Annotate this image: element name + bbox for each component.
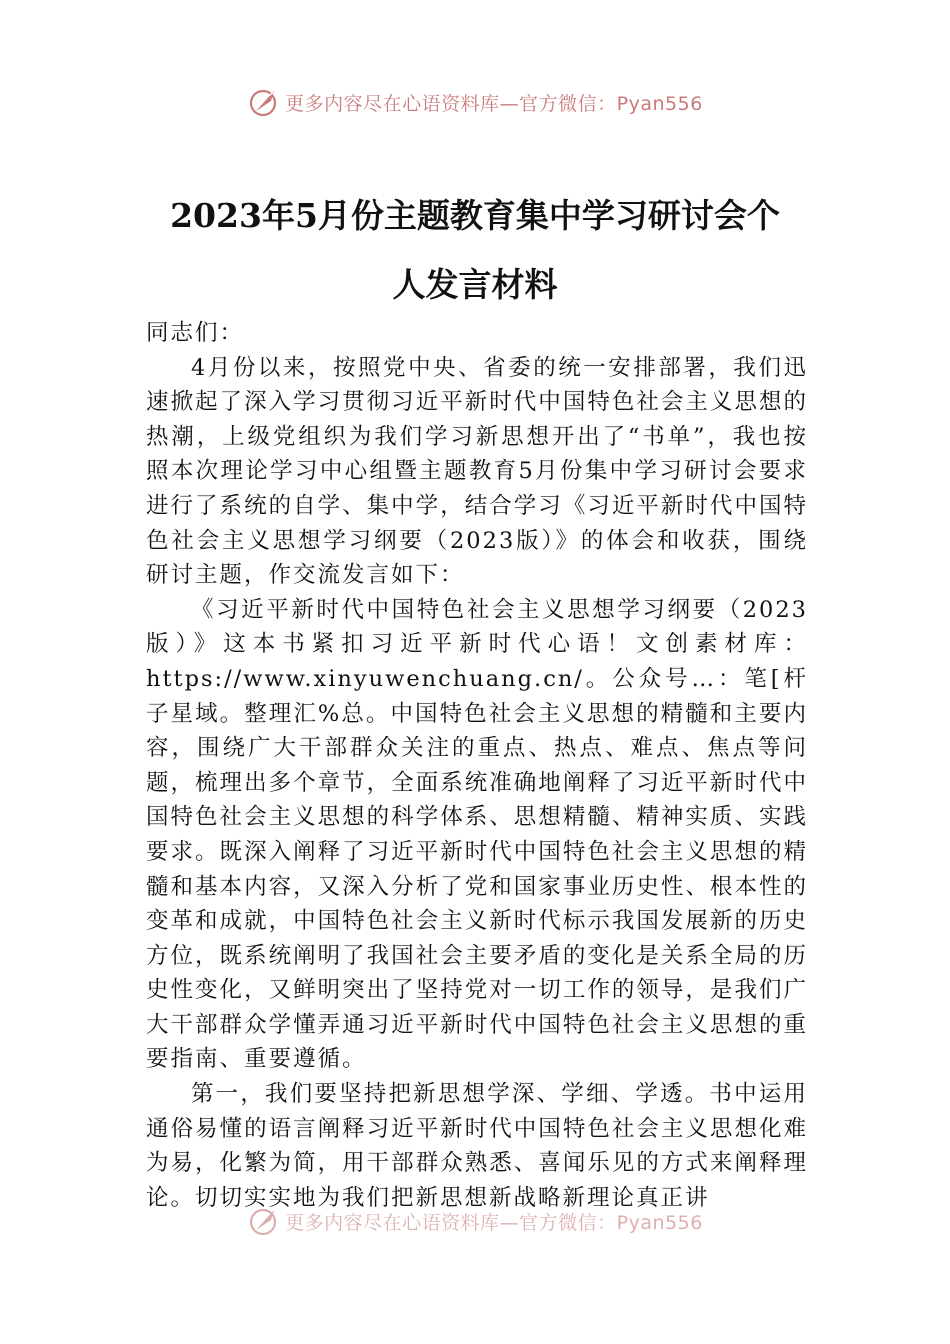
watermark-text: 更多内容尽在心语资料库—官方微信：Pyan556 (285, 92, 703, 115)
paragraph-intro: 4月份以来，按照党中央、省委的统一安排部署，我们迅速掀起了深入学习贯彻习近平新时代中国特色社会主义思想的热潮，上级党组织为我们学习新思想开出了“书单”，我也按照本次理论学习中心组暨主题教育5月份集中学习研讨会要求进行了系统的自学、集中学，结合学习《习近平新时代中国特色社会主义思想学习纲要（2023版）》的体会和收获，围绕研讨主题，作交流发言如下： (146, 354, 808, 589)
document-title-line-1: 2023年5月份主题教育集中学习研讨会个 (170, 196, 780, 235)
document-body (146, 316, 808, 1215)
quill-logo-icon (247, 85, 281, 119)
document-title-line-2: 人发言材料 (392, 265, 558, 304)
paragraph-first-point: 第一，我们要坚持把新思想学深、学细、学透。书中运用通俗易懂的语言阐释习近平新时代中国特色社会主义思想化难为易，化繁为简，用干部群众熟悉、喜闻乐见的方式来阐释理论。切切实实地为我们把新思想新战略新理论真正讲 (146, 1081, 808, 1211)
quill-logo-icon (247, 1204, 281, 1238)
paragraph-book: 《习近平新时代中国特色社会主义思想学习纲要（2023版）》这本书紧扣习近平新时代心语！文创素材库：https://www.xinyuwenchuang.cn/。公众号…：笔[杆子星域。整理汇%总。中国特色社会主义思想的精髓和主要内容，围绕广大干部群众关注的重点、热点、难点、焦点等问题，梳理出多个章节，全面系统准确地阐释了习近平新时代中国特色社会主义思想的科学体系、思想精髓、精神实质、实践要求。既深入阐释了习近平新时代中国特色社会主义思想的精髓和基本内容，又深入分析了党和国家事业历史性、根本性的变革和成就，中国特色社会主义新时代标示我国发展新的历史方位，既系统阐明了我国社会主要矛盾的变化是关系全局的历史性变化，又鲜明突出了坚持党对一切工作的领导，是我们广大干部群众学懂弄通习近平新时代中国特色社会主义思想的重要指南、重要遵循。 (146, 596, 808, 1073)
watermark-footer (0, 1201, 950, 1241)
watermark-header (0, 82, 950, 122)
watermark-text: 更多内容尽在心语资料库—官方微信：Pyan556 (285, 1211, 703, 1234)
salutation: 同志们： (146, 320, 245, 346)
